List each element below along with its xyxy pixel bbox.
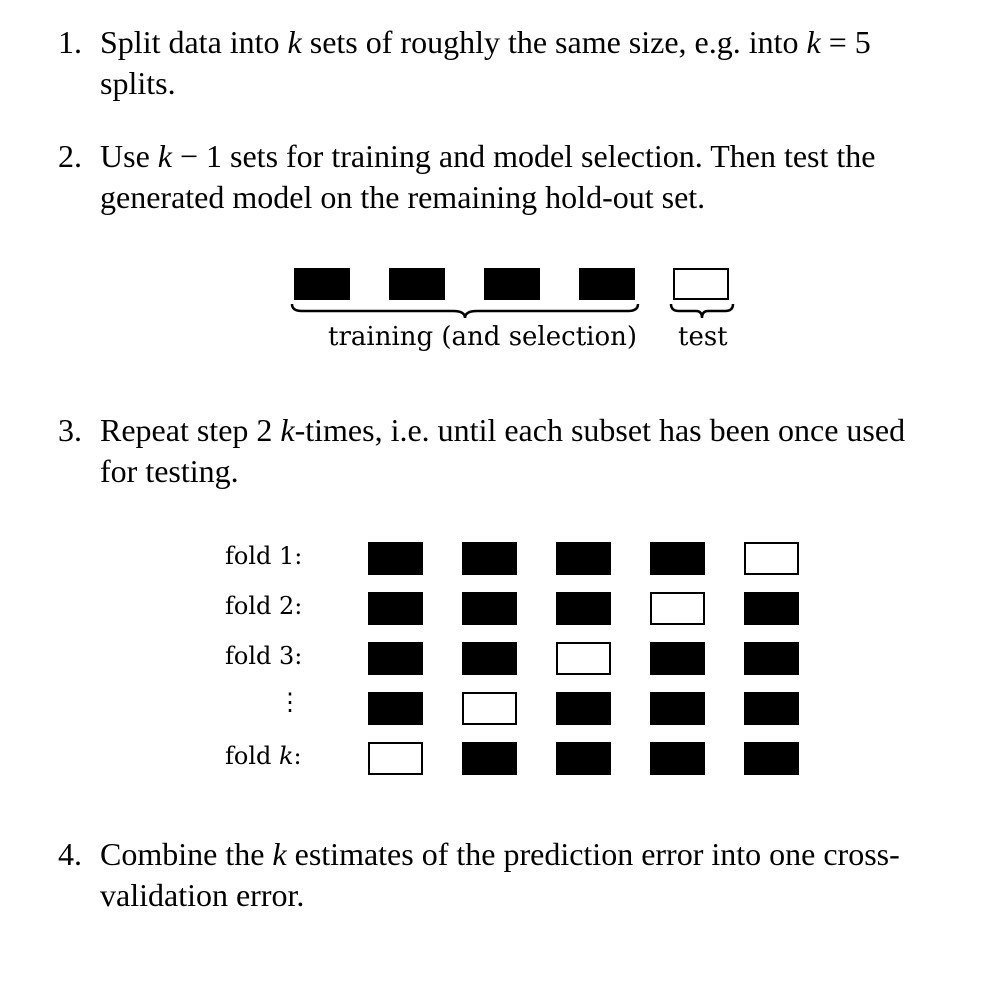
text-span: = 5	[820, 24, 871, 60]
step-line: splits.	[100, 65, 176, 101]
step-number: 4.	[58, 836, 82, 872]
training-set-box	[368, 692, 423, 725]
step-text	[100, 22, 940, 104]
training-set-box	[744, 642, 799, 675]
text-span: Combine the	[100, 836, 273, 872]
test-set-box	[650, 592, 705, 625]
training-set-box	[556, 542, 611, 575]
fold-label-2: fold 2:	[225, 592, 303, 620]
training-set-box	[368, 542, 423, 575]
training-set-box	[556, 742, 611, 775]
training-set-box	[556, 592, 611, 625]
training-set-box	[462, 592, 517, 625]
math-k: k	[287, 24, 302, 60]
test-label: test	[678, 322, 728, 352]
training-set-box	[744, 742, 799, 775]
training-set-box	[744, 592, 799, 625]
math-k: k	[280, 412, 295, 448]
training-set-box	[368, 642, 423, 675]
set-box-2	[389, 268, 445, 300]
training-set-box	[650, 642, 705, 675]
math-k: k	[806, 24, 821, 60]
text-span: -times, i.e. until each subset has been once used	[294, 412, 906, 448]
text-span: − 1 sets for training and model selection. Then test the	[171, 138, 876, 174]
math-k: k	[272, 836, 287, 872]
test-brace	[669, 302, 735, 322]
text-span: Repeat step 2	[100, 412, 281, 448]
math-k: k	[157, 138, 172, 174]
math-k: k	[279, 742, 294, 770]
step-text	[100, 410, 940, 492]
vertical-ellipsis: ⋮	[278, 688, 302, 716]
step-line	[100, 136, 940, 177]
training-set-box	[462, 542, 517, 575]
step-line: for testing.	[100, 453, 239, 489]
step-line	[100, 22, 940, 63]
step-line: generated model on the remaining hold-out set.	[100, 179, 706, 215]
text-span: sets of roughly the same size, e.g. into	[301, 24, 807, 60]
training-set-box	[650, 692, 705, 725]
step-text	[100, 834, 940, 916]
step-line	[100, 834, 940, 875]
fold-label-k	[225, 742, 302, 770]
test-set-box	[556, 642, 611, 675]
step-number: 3.	[58, 412, 82, 448]
test-set-box	[462, 692, 517, 725]
training-brace	[290, 302, 640, 322]
training-label: training (and selection)	[328, 322, 638, 352]
text-span: fold	[225, 742, 279, 770]
step-line	[100, 410, 940, 451]
training-set-box	[462, 642, 517, 675]
fold-label-3: fold 3:	[225, 642, 303, 670]
training-set-box	[650, 542, 705, 575]
step-number: 1.	[58, 24, 82, 60]
step-text	[100, 136, 940, 218]
training-set-box	[368, 592, 423, 625]
set-box-5	[673, 268, 729, 300]
training-set-box	[556, 692, 611, 725]
test-set-box	[744, 542, 799, 575]
fold-label-1: fold 1:	[225, 542, 303, 570]
set-box-4	[579, 268, 635, 300]
text-span: Use	[100, 138, 158, 174]
set-box-3	[484, 268, 540, 300]
training-set-box	[462, 742, 517, 775]
training-set-box	[650, 742, 705, 775]
step-line: validation error.	[100, 877, 305, 913]
text-span: :	[293, 742, 302, 770]
text-span: Split data into	[100, 24, 288, 60]
text-span: estimates of the prediction error into one cross-	[286, 836, 900, 872]
set-box-1	[294, 268, 350, 300]
test-set-box	[368, 742, 423, 775]
step-number: 2.	[58, 138, 82, 174]
training-set-box	[744, 692, 799, 725]
